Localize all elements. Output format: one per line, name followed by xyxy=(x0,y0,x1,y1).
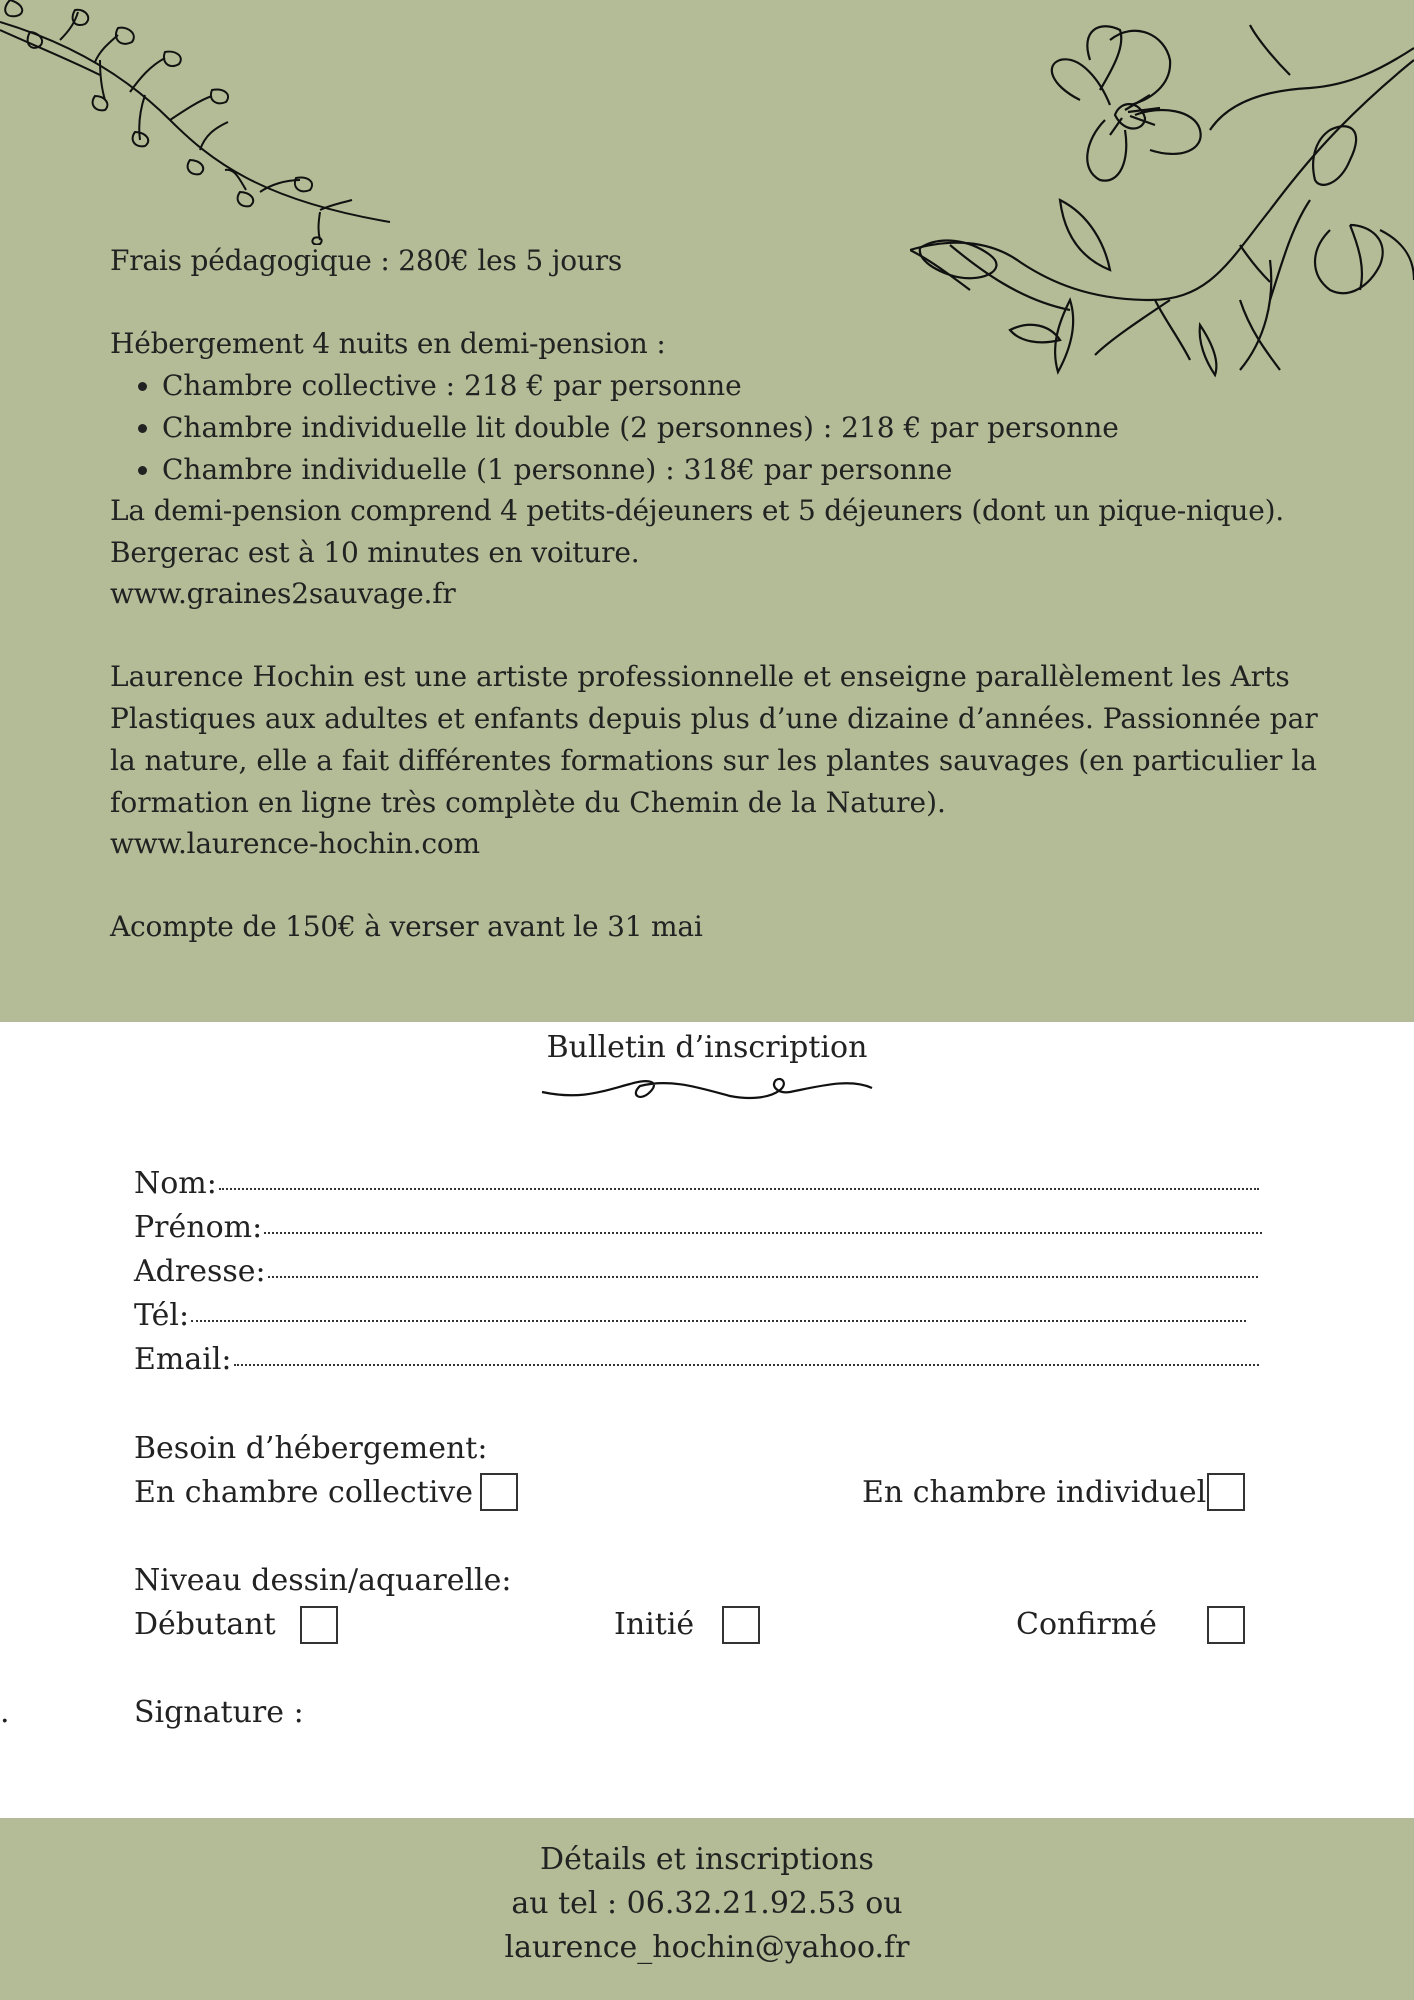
location-text: Bergerac est à 10 minutes en voiture. xyxy=(110,536,640,569)
lodging-options-list xyxy=(110,365,1119,491)
name-label: Nom: xyxy=(134,1166,217,1201)
artist-bio: Laurence Hochin est une artiste professionnelle et enseigne parallèlement les Arts Plastiques aux adultes et enfants depuis plus d’une dizaine d’années. Passionnée par la nature, elle a fait différentes formations sur les plantes sauvages (en particulier la formation en ligne très complète du Chemin de la Nature). xyxy=(110,660,1318,819)
footer-email[interactable]: laurence_hochin@yahoo.fr xyxy=(504,1930,910,1965)
level-confirmed-checkbox[interactable] xyxy=(1207,1606,1245,1644)
firstname-label: Prénom: xyxy=(134,1210,263,1245)
website-link[interactable]: www.graines2sauvage.fr xyxy=(110,577,456,610)
lodging-option: • Chambre individuelle lit double (2 personnes) : 218 € par personne xyxy=(162,407,1119,449)
footer-phone: au tel : 06.32.21.92.53 ou xyxy=(511,1886,903,1921)
firstname-input-line[interactable] xyxy=(264,1206,1262,1234)
footer xyxy=(0,1818,1414,2000)
fees-text: Frais pédagogique : 280€ les 5 jours xyxy=(110,244,623,277)
margin-dot: . xyxy=(0,1695,10,1730)
half-board-text: La demi-pension comprend 4 petits-déjeuners et 5 déjeuners (dont un pique-nique). xyxy=(110,494,1284,527)
lodging-need-label: Besoin d’hébergement: xyxy=(134,1431,488,1466)
lodging-collective-label: En chambre collective xyxy=(134,1475,474,1510)
phone-label: Tél: xyxy=(134,1298,190,1333)
lodging-option: • Chambre collective : 218 € par personne xyxy=(162,365,1119,407)
blossom-illustration xyxy=(910,0,1414,390)
lodging-individual-label: En chambre individuel xyxy=(862,1475,1207,1510)
level-label: Niveau dessin/aquarelle: xyxy=(134,1563,512,1598)
address-label: Adresse: xyxy=(134,1254,266,1289)
flowering-branch-illustration xyxy=(0,0,400,245)
artist-website-link[interactable]: www.laurence-hochin.com xyxy=(110,827,480,860)
level-beginner-label: Débutant xyxy=(134,1607,276,1642)
phone-input-line[interactable] xyxy=(191,1294,1246,1322)
name-input-line[interactable] xyxy=(219,1162,1259,1190)
email-label: Email: xyxy=(134,1342,232,1377)
form-title: Bulletin d’inscription xyxy=(546,1030,868,1065)
level-beginner-checkbox[interactable] xyxy=(300,1606,338,1644)
firstname-field[interactable] xyxy=(134,1206,1262,1250)
deposit-text: Acompte de 150€ à verser avant le 31 mai xyxy=(110,910,703,943)
email-input-line[interactable] xyxy=(234,1338,1259,1366)
phone-field[interactable] xyxy=(134,1294,1246,1338)
level-initiate-label: Initié xyxy=(614,1607,695,1642)
level-initiate-checkbox[interactable] xyxy=(722,1606,760,1644)
signature-area[interactable] xyxy=(300,1690,800,1770)
footer-details: Détails et inscriptions xyxy=(540,1842,874,1877)
flourish-divider xyxy=(540,1070,874,1115)
address-input-line[interactable] xyxy=(268,1250,1258,1278)
address-field[interactable] xyxy=(134,1250,1258,1294)
lodging-collective-checkbox[interactable] xyxy=(480,1473,518,1511)
lodging-individual-checkbox[interactable] xyxy=(1207,1473,1245,1511)
lodging-title: Hébergement 4 nuits en demi-pension : xyxy=(110,327,666,360)
lodging-option: • Chambre individuelle (1 personne) : 318€ par personne xyxy=(162,449,1119,491)
name-field[interactable] xyxy=(134,1162,1259,1206)
signature-label: Signature : xyxy=(134,1695,304,1730)
level-confirmed-label: Confirmé xyxy=(1016,1607,1157,1642)
email-field[interactable] xyxy=(134,1338,1259,1382)
